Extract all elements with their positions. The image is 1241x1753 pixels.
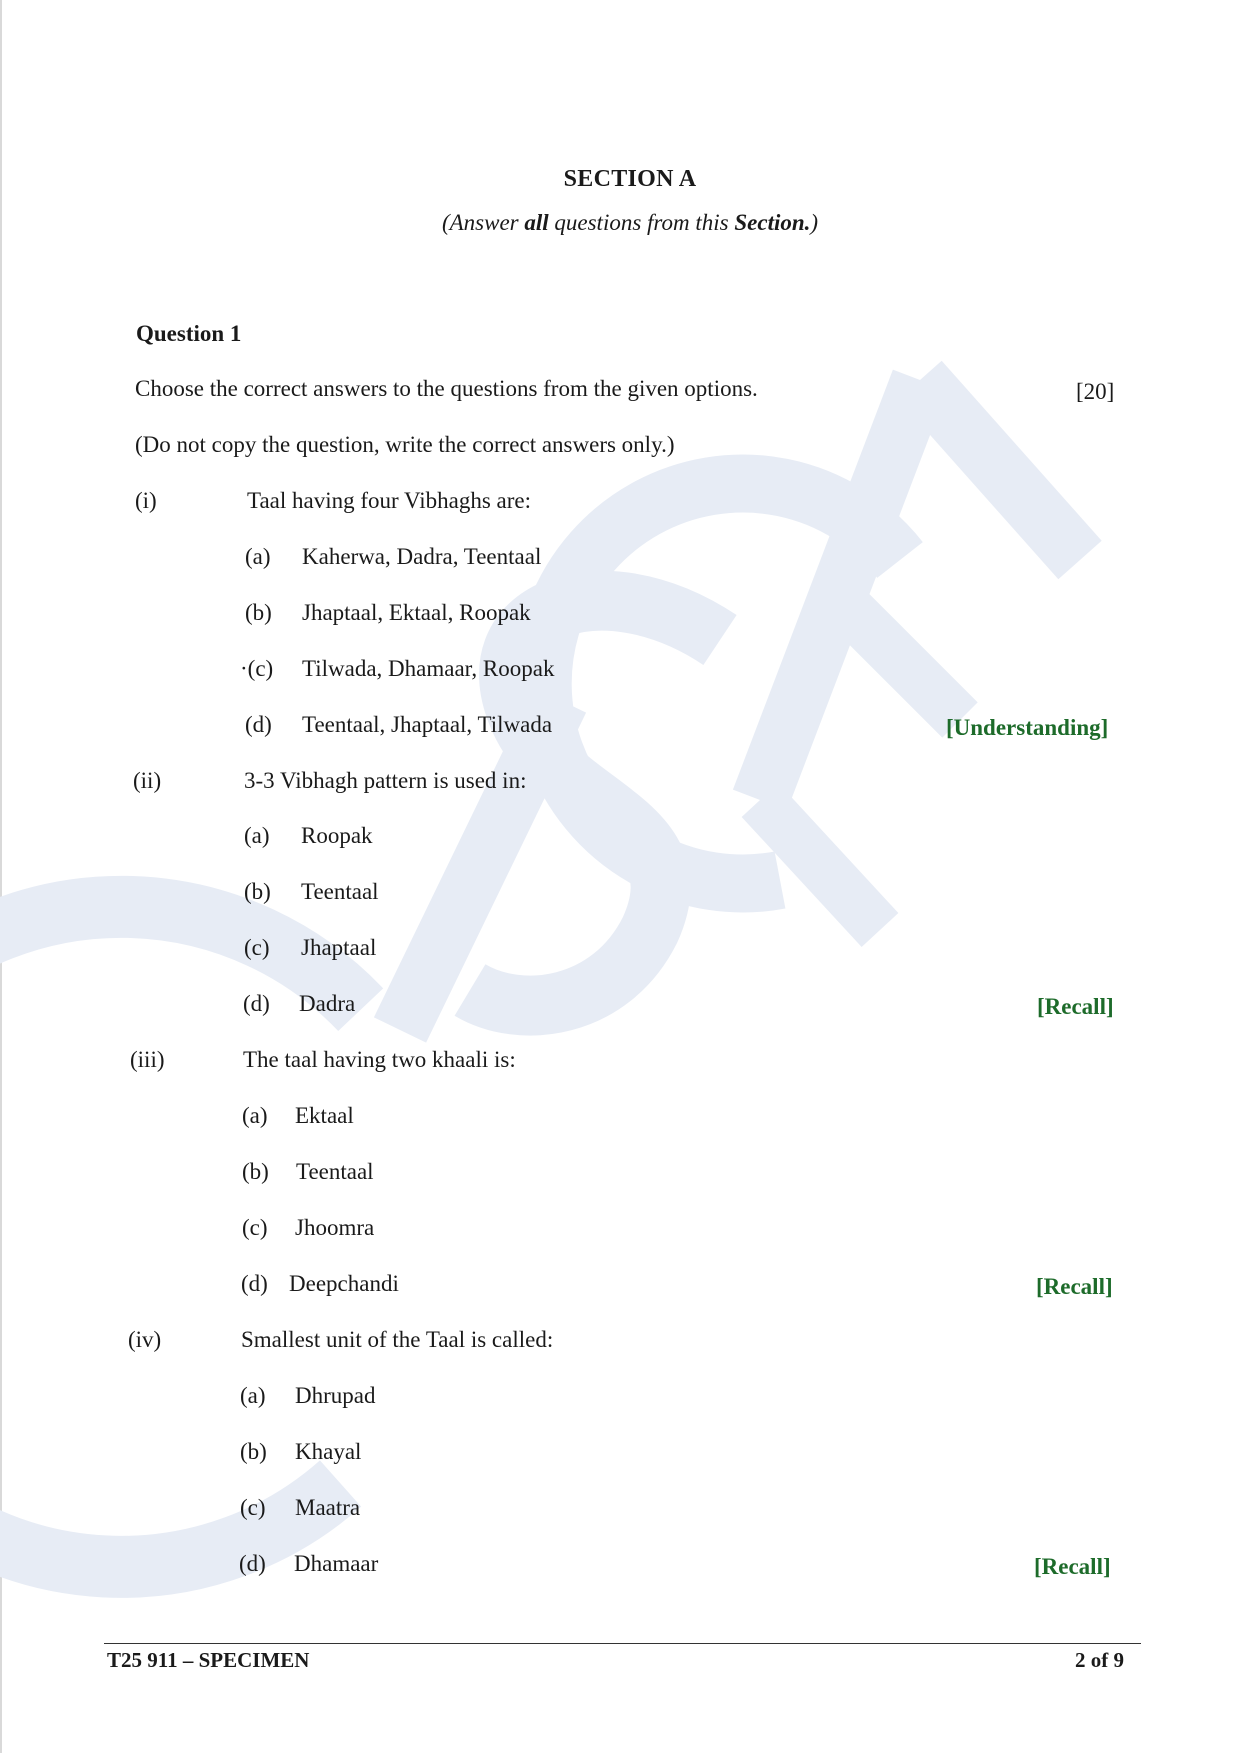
option-text: Jhaptaal — [301, 935, 377, 960]
question-title: Question 1 — [136, 321, 242, 346]
question-note: (Do not copy the question, write the correct answers only.) — [135, 432, 675, 457]
option-text: Dhamaar — [294, 1551, 379, 1576]
item-question: The taal having two khaali is: — [243, 1047, 516, 1072]
option-letter: (a) — [240, 1383, 266, 1408]
option-text: Dhrupad — [295, 1383, 376, 1408]
option-text: Teentaal, Jhaptaal, Tilwada — [302, 712, 553, 737]
cognitive-tag: [Understanding] — [946, 715, 1109, 740]
item-number: (i) — [135, 488, 157, 513]
item-number: (ii) — [133, 768, 162, 793]
option-letter: ·(c) — [240, 656, 274, 681]
marks-badge: [20] — [1076, 379, 1115, 404]
item-number: (iii) — [130, 1047, 165, 1072]
option-letter: (d) — [243, 991, 270, 1016]
option-letter: (d) — [241, 1271, 268, 1296]
paper-code: T25 911 – SPECIMEN — [107, 1648, 310, 1672]
option-text: Ektaal — [295, 1103, 354, 1128]
item-question: Taal having four Vibhaghs are: — [247, 488, 531, 513]
cognitive-tag: [Recall] — [1034, 1554, 1111, 1579]
option-text: Jhoomra — [295, 1215, 375, 1240]
item-number: (iv) — [128, 1327, 162, 1352]
option-text: Deepchandi — [289, 1271, 399, 1296]
option-text: Maatra — [295, 1495, 361, 1520]
cognitive-tag: [Recall] — [1037, 994, 1114, 1019]
option-text: Tilwada, Dhamaar, Roopak — [302, 656, 555, 681]
option-text: Roopak — [301, 823, 373, 848]
section-instruction: (Answer all questions from this Section.) — [441, 210, 819, 235]
page-edge — [0, 0, 2, 1753]
option-letter: (c) — [240, 1495, 266, 1520]
option-text: Jhaptaal, Ektaal, Roopak — [302, 600, 531, 625]
option-letter: (a) — [242, 1103, 268, 1128]
option-text: Teentaal — [301, 879, 379, 904]
option-letter: (b) — [244, 879, 271, 904]
option-letter: (a) — [244, 823, 270, 848]
item-question: 3-3 Vibhagh pattern is used in: — [244, 768, 527, 793]
option-letter: (d) — [245, 712, 272, 737]
item-question: Smallest unit of the Taal is called: — [241, 1327, 554, 1352]
option-letter: (b) — [245, 600, 272, 625]
question-instruction: Choose the correct answers to the questions from the given options. — [135, 376, 758, 401]
option-letter: (c) — [244, 935, 270, 960]
option-text: Dadra — [299, 991, 356, 1016]
option-letter: (b) — [242, 1159, 269, 1184]
cognitive-tag: [Recall] — [1036, 1274, 1113, 1299]
page-number: 2 of 9 — [1075, 1648, 1124, 1672]
footer-divider — [104, 1643, 1141, 1644]
option-letter: (a) — [245, 544, 271, 569]
option-text: Khayal — [295, 1439, 362, 1464]
option-text: Kaherwa, Dadra, Teentaal — [302, 544, 542, 569]
option-text: Teentaal — [296, 1159, 374, 1184]
option-letter: (c) — [242, 1215, 268, 1240]
section-title: SECTION A — [563, 166, 697, 192]
option-letter: (b) — [240, 1439, 267, 1464]
option-letter: (d) — [239, 1551, 266, 1576]
